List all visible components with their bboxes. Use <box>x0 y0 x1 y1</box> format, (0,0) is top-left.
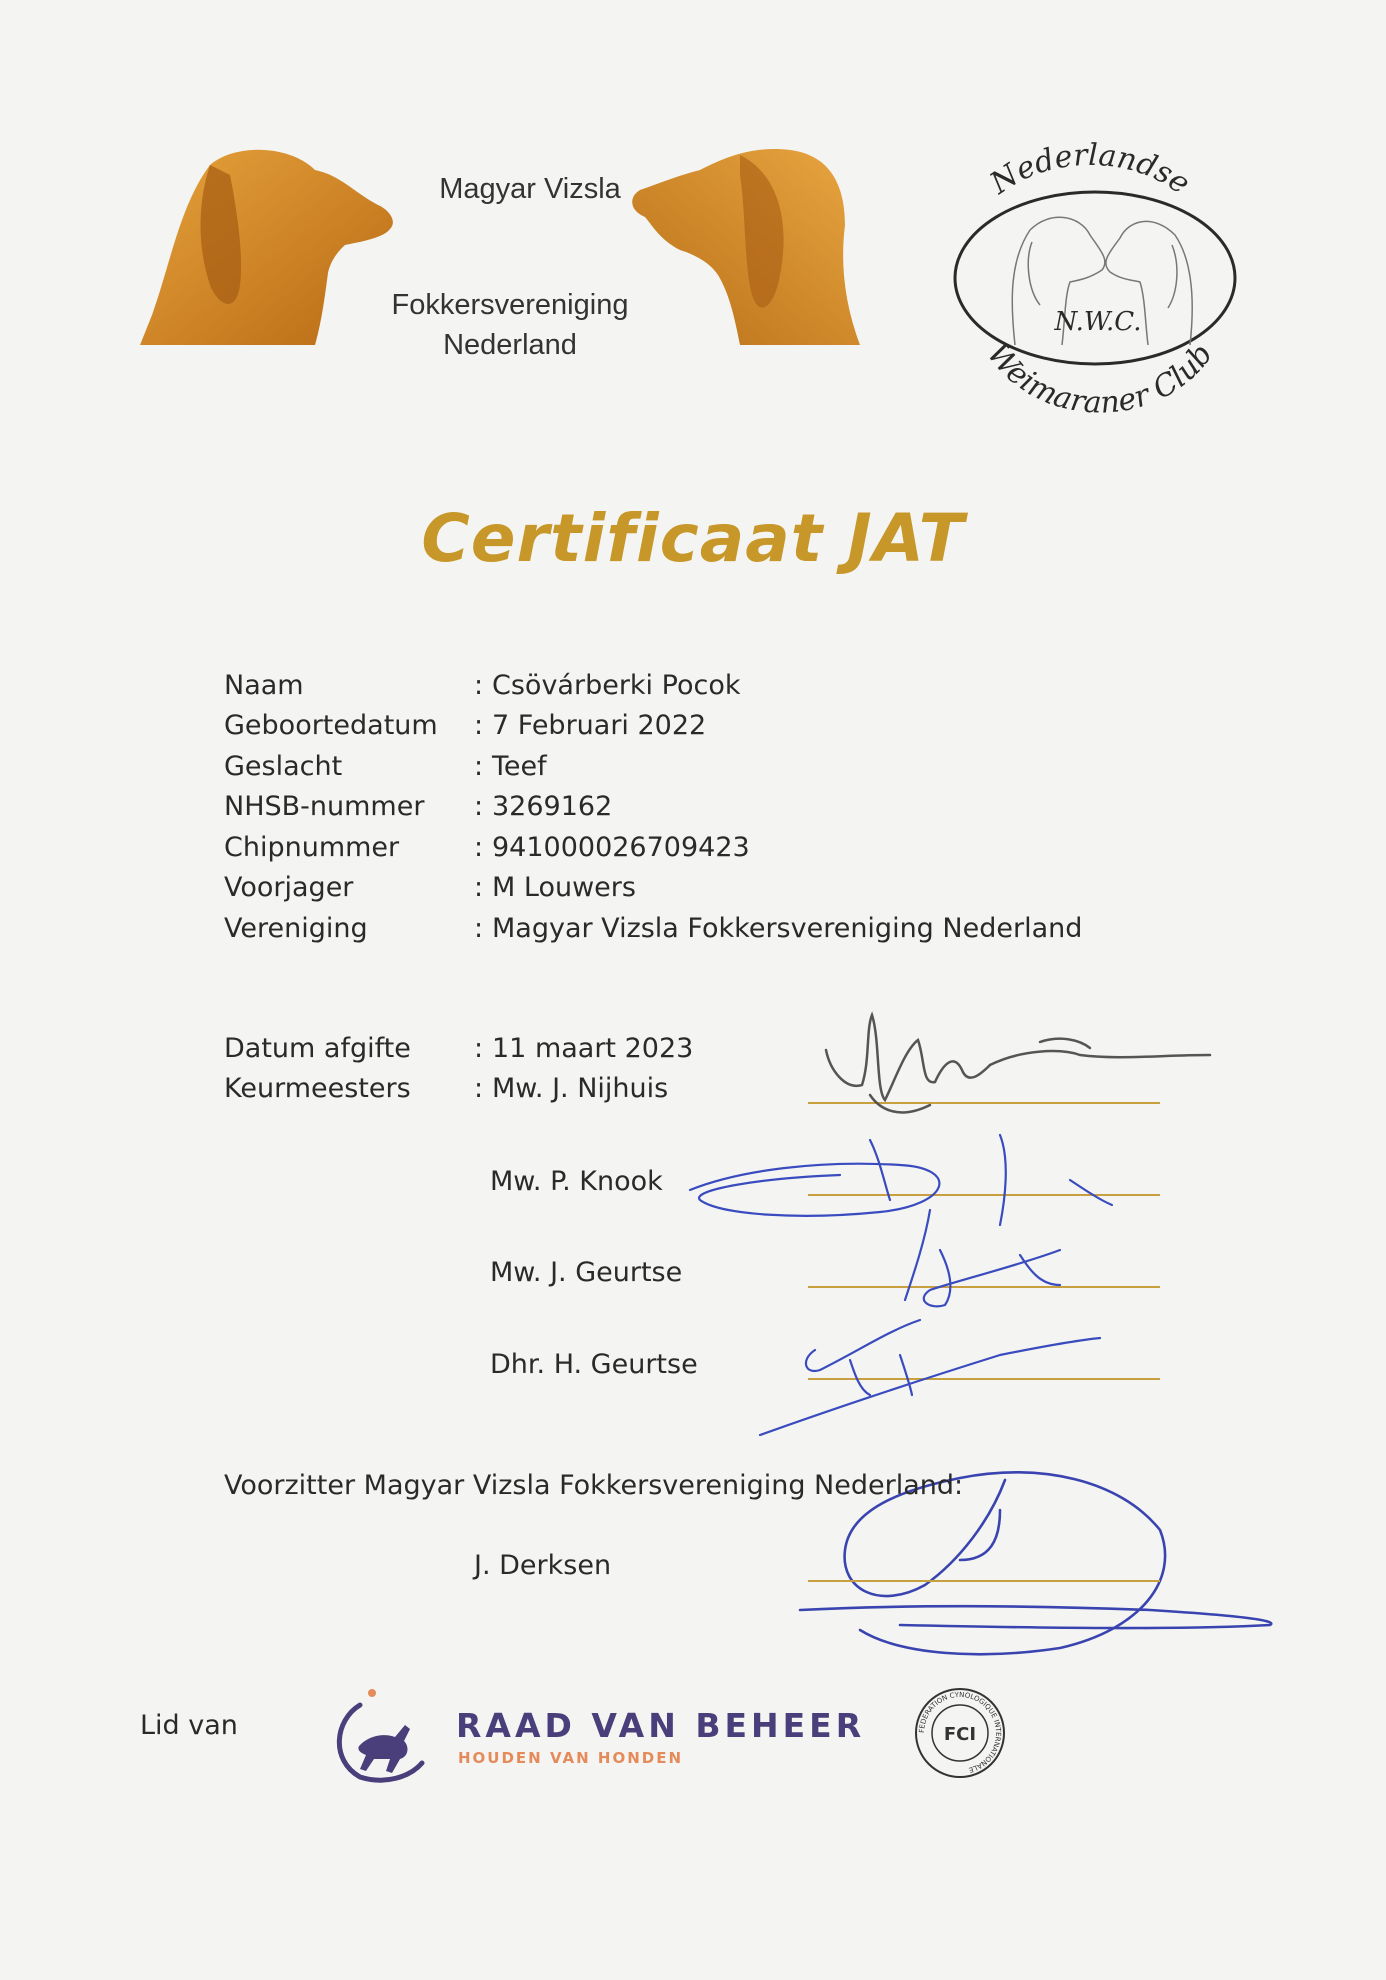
fci-center-text: FCI <box>943 1724 977 1745</box>
member-of-label: Lid van <box>140 1710 238 1741</box>
detail-label: NHSB-nummer <box>224 791 425 822</box>
judge-name: Mw. P. Knook <box>490 1166 663 1197</box>
fci-seal <box>912 1685 1008 1781</box>
signature-line <box>808 1580 1160 1582</box>
nwc-top-arc-text: Nederlandse <box>984 137 1197 202</box>
signature-knook <box>690 1135 1112 1225</box>
detail-value: Teef <box>492 751 547 782</box>
chairman-label: Voorzitter Magyar Vizsla Fokkersvereniging Nederland: <box>224 1470 964 1501</box>
signature-nijhuis <box>826 1015 1210 1112</box>
raad-van-beheer-title: RAAD VAN BEHEER <box>456 1706 866 1745</box>
issue-date-value: 11 maart 2023 <box>492 1033 694 1064</box>
mvfn-line1: Magyar Vizsla <box>439 173 621 205</box>
judge-name: Mw. J. Nijhuis <box>492 1073 669 1104</box>
nwc-center-text: N.W.C. <box>1054 307 1142 337</box>
detail-label: Naam <box>224 670 304 701</box>
judge-name: Mw. J. Geurtse <box>490 1257 683 1288</box>
issue-date-label: Datum afgifte <box>224 1033 411 1064</box>
detail-value: 3269162 <box>492 791 613 822</box>
judges-label: Keurmeesters <box>224 1073 411 1104</box>
detail-label: Geslacht <box>224 751 343 782</box>
mvfn-line3: Nederland <box>443 329 577 361</box>
detail-label: Chipnummer <box>224 832 400 863</box>
judge-name: Dhr. H. Geurtse <box>490 1349 698 1380</box>
detail-value: 941000026709423 <box>492 832 750 863</box>
mvfn-line2: Fokkersvereniging <box>391 289 629 321</box>
certificate-page: Magyar Vizsla Fokkersvereniging Nederland Nederlandse Weimaraner Club N.W.C. Certificaat JAT Naam : Csövárberki Pocok Geboortedatum : 7 Februari 2022 Geslacht : Teef NHSB-nummer : 3269162 Chipnummer : 941000026709423 Voorjager : M Louwers Vereniging : Magyar Vizsla Fokkersvereniging Nederland Datum afgifte : 11 maart 2023 Keurmeesters : Mw. J. Nijhuis Mw. P. Knook Mw. J. Geurtse Dhr. H. Geurtse Voorzitter Magyar Vizsla Fokkersvereniging Nederland: J. Derksen Lid van RAAD VAN BEHEER HOUDEN VAN HONDEN FEDERATION CYNOLOGIQUE INTERNATIONALE FCI <box>0 0 1386 1980</box>
nwc-bottom-arc-text: Weimaraner Club <box>979 336 1220 421</box>
raad-van-beheer-subtitle: HOUDEN VAN HONDEN <box>458 1749 684 1767</box>
certificate-title: Certificaat JAT <box>421 500 965 577</box>
raad-van-beheer-dog-logo <box>330 1685 440 1785</box>
detail-value: M Louwers <box>492 872 636 903</box>
detail-value: Magyar Vizsla Fokkersvereniging Nederland <box>492 913 1083 944</box>
detail-label: Voorjager <box>224 872 354 903</box>
detail-value: 7 Februari 2022 <box>492 710 707 741</box>
detail-label: Geboortedatum <box>224 710 438 741</box>
signature-h-geurtse <box>760 1320 1100 1435</box>
fci-ring-text: FEDERATION CYNOLOGIQUE INTERNATIONALE <box>917 1690 1003 1774</box>
signature-j-geurtse <box>905 1210 1060 1306</box>
detail-value: Csövárberki Pocok <box>492 670 741 701</box>
detail-label: Vereniging <box>224 913 368 944</box>
chairman-name: J. Derksen <box>474 1550 612 1581</box>
